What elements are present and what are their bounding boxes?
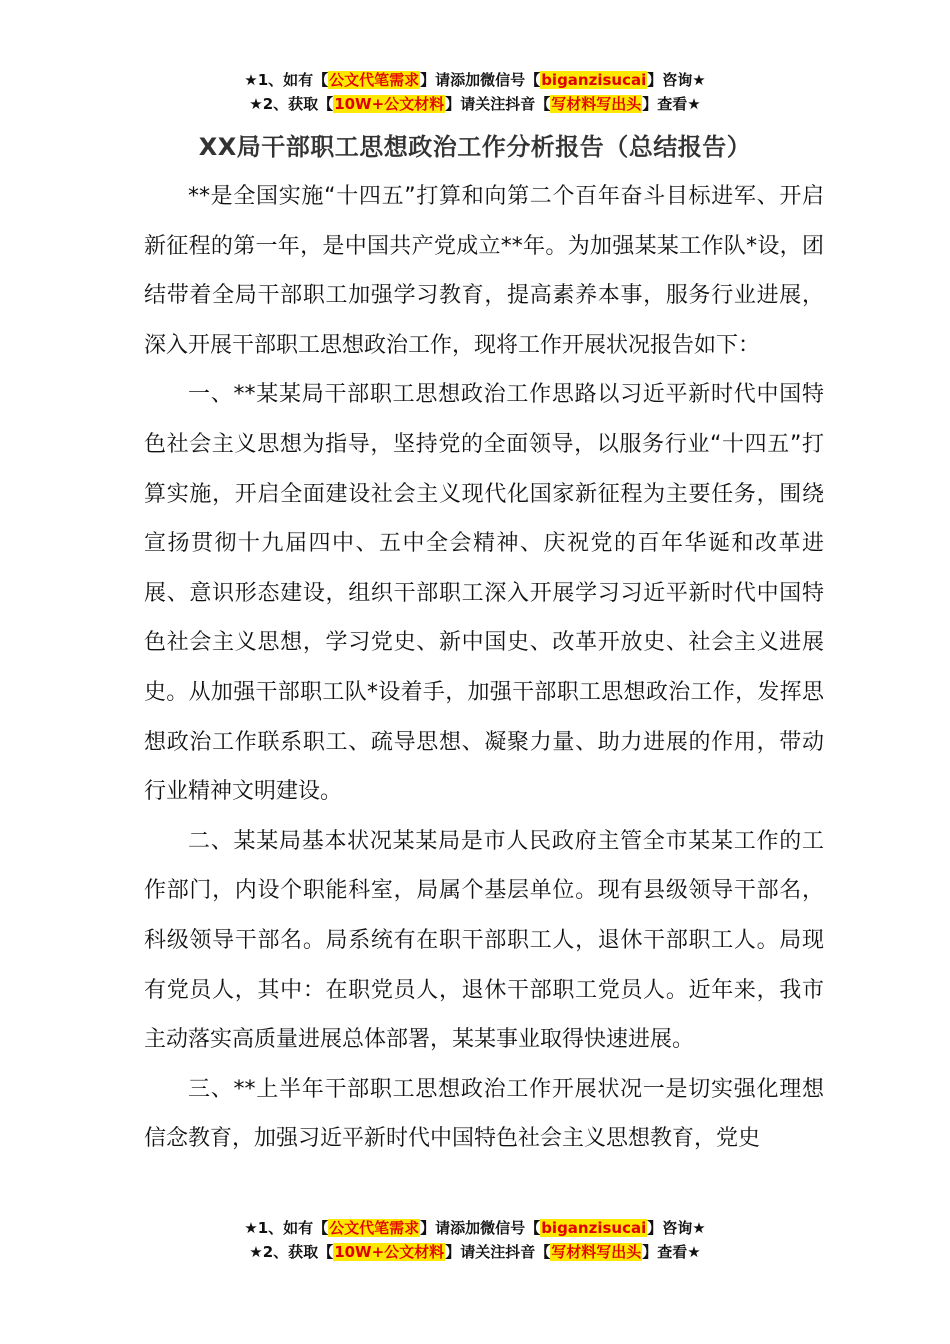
paragraph: 二、某某局基本状况某某局是市人民政府主管全市某某工作的工作部门，内设个职能科室，局属个基层单位。现有县级领导干部名，科级领导干部名。局系统有在职干部职工人，退休干部职工人。局现有党员人，其中：在职党员人，退休干部职工党员人。近年来，我市主动落实高质量进展总体部署，某某事业取得快速进展。: [144, 828, 824, 1053]
banner-highlight-douyin: 写材料写出头: [551, 95, 642, 113]
star-icon: ★: [244, 1219, 258, 1237]
banner-text: 1、如有【: [257, 71, 329, 89]
banner-highlight: 公文代笔需求: [329, 1219, 420, 1237]
banner-text: 】请关注抖音【: [445, 1243, 551, 1261]
banner-text: 】查看: [642, 1243, 688, 1261]
star-icon: ★: [687, 1243, 701, 1261]
star-icon: ★: [249, 1243, 263, 1261]
star-icon: ★: [692, 1219, 706, 1237]
banner-highlight-douyin: 写材料写出头: [551, 1243, 642, 1261]
star-icon: ★: [244, 71, 258, 89]
banner-text: 2、获取【: [262, 1243, 334, 1261]
banner-text: 】请添加微信号【: [420, 71, 541, 89]
document-title: XX局干部职工思想政治工作分析报告（总结报告）: [198, 133, 752, 161]
banner-text: 】请关注抖音【: [445, 95, 551, 113]
star-icon: ★: [249, 95, 263, 113]
banner-text: 1、如有【: [257, 1219, 329, 1237]
paragraph: 一、**某某局干部职工思想政治工作思路以习近平新时代中国特色社会主义思想为指导，坚持党的全面领导，以服务行业“十四五”打算实施，开启全面建设社会主义现代化国家新征程为主要任务，围绕宣扬贯彻十九届四中、五中全会精神、庆祝党的百年华诞和改革进展、意识形态建设，组织干部职工深入开展学习习近平新时代中国特色社会主义思想，学习党史、新中国史、改革开放史、社会主义进展史。从加强干部职工队*设着手，加强干部职工思想政治工作，发挥思想政治工作联系职工、疏导思想、凝聚力量、助力进展的作用，带动行业精神文明建设。: [144, 382, 824, 805]
banner-line-1: [0, 1216, 950, 1240]
star-icon: ★: [692, 71, 706, 89]
paragraph: 三、**上半年干部职工思想政治工作开展状况一是切实强化理想信念教育，加强习近平新时代中国特色社会主义思想教育，党史: [144, 1076, 824, 1152]
banner-highlight-wechat: biganzisucai: [541, 71, 647, 89]
banner-text: 】咨询: [647, 71, 693, 89]
banner-text: 】请添加微信号【: [420, 1219, 541, 1237]
banner-highlight: 10W+公文材料: [334, 1243, 445, 1261]
star-icon: ★: [687, 95, 701, 113]
footer-banner: [0, 1216, 950, 1264]
header-banner: [0, 68, 950, 116]
banner-highlight: 10W+公文材料: [334, 95, 445, 113]
banner-text: 】咨询: [647, 1219, 693, 1237]
document-body: [144, 172, 824, 1164]
banner-text: 2、获取【: [262, 95, 334, 113]
banner-highlight-wechat: biganzisucai: [541, 1219, 647, 1237]
banner-line-2: [0, 1240, 950, 1264]
paragraph: **是全国实施“十四五”打算和向第二个百年奋斗目标进军、开启新征程的第一年，是中国共产党成立**年。为加强某某工作队*设，团结带着全局干部职工加强学习教育，提高素养本事，服务行业进展，深入开展干部职工思想政治工作，现将工作开展状况报告如下：: [144, 184, 824, 358]
banner-line-1: [0, 68, 950, 92]
banner-highlight: 公文代笔需求: [329, 71, 420, 89]
banner-text: 】查看: [642, 95, 688, 113]
banner-line-2: [0, 92, 950, 116]
